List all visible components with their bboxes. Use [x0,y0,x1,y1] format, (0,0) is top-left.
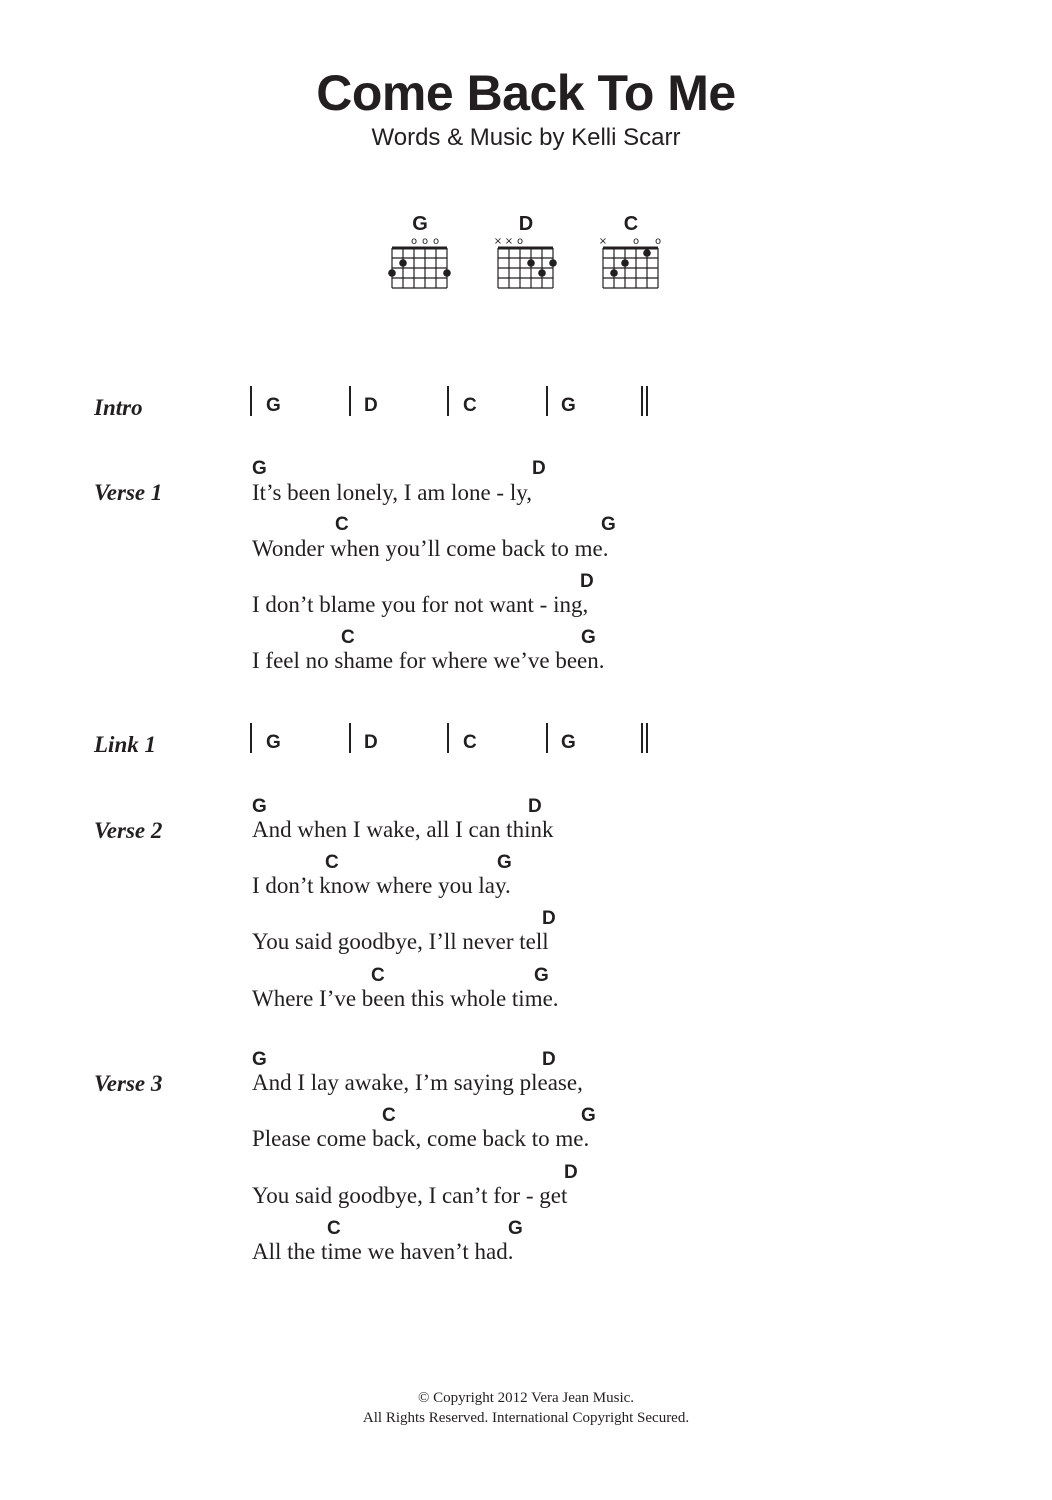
chord: D [564,1162,578,1183]
barline [349,386,351,416]
barline [447,386,449,416]
string-marker: o [410,236,418,247]
lyric-line: I don’t know where you lay. [252,873,511,898]
lyric-line: Where I’ve been this whole time. [252,986,559,1011]
section-label-verse1: Verse 1 [94,480,163,505]
chord: C [341,627,355,648]
finger-dot [643,249,651,257]
link1-bars [250,723,660,757]
chord: G [581,1105,596,1126]
string-marker: o [421,236,429,247]
chord: G [252,458,267,479]
chord: G [497,852,512,873]
string-marker: × [504,236,514,247]
barline [546,723,548,753]
chord-grid-d [486,236,566,296]
section-label-intro: Intro [94,395,143,420]
section-label-link1: Link 1 [94,732,156,757]
chord: G [601,514,616,535]
section-label-verse2: Verse 2 [94,818,163,843]
chord-diagram-d [486,214,566,294]
bar-chord: C [463,395,477,416]
finger-dot [610,269,618,277]
string-marker: o [654,236,662,247]
chord-diagram-c [591,214,671,294]
barline [250,386,252,416]
bar-chord: G [266,732,281,753]
string-marker: × [598,236,608,247]
string-marker: o [432,236,440,247]
barline [250,723,252,753]
finger-dot [399,259,407,267]
lyric-line: I don’t blame you for not want - ing, [252,592,589,617]
string-marker: o [516,236,524,247]
bar-chord: G [561,732,576,753]
lyric-line: Please come back, come back to me. [252,1126,590,1151]
chord: D [542,908,556,929]
chord: C [382,1105,396,1126]
lyric-line: And I lay awake, I’m saying please, [252,1070,583,1095]
final-barline [641,386,643,416]
copyright-line: © Copyright 2012 Vera Jean Music. [417,1390,635,1406]
copyright-notice [0,1388,1052,1428]
chord: D [580,571,594,592]
final-barline [641,723,643,753]
section-label-verse3: Verse 3 [94,1071,163,1096]
final-barline [646,386,648,416]
chord: C [327,1218,341,1239]
chord: G [581,627,596,648]
chord: G [508,1218,523,1239]
lyric-line: It’s been lonely, I am lone - ly, [252,480,532,505]
chord: D [532,458,546,479]
chord: C [371,965,385,986]
finger-dot [443,269,451,277]
barline [349,723,351,753]
finger-dot [538,269,546,277]
bar-chord: C [463,732,477,753]
lyric-line: And when I wake, all I can think [252,817,554,842]
rights-line: All Rights Reserved. International Copyright Secured. [362,1410,690,1426]
song-credits: Words & Music by Kelli Scarr [371,124,681,151]
bar-chord: G [266,395,281,416]
lyric-line: You said goodbye, I’ll never tell [252,929,549,954]
chord: C [325,852,339,873]
chord-diagram-name: G [412,213,428,235]
finger-dot [527,259,535,267]
lyric-line: You said goodbye, I can’t for - get [252,1183,568,1208]
lyric-line: All the time we haven’t had. [252,1239,514,1264]
bar-chord: G [561,395,576,416]
chord: G [252,1049,267,1070]
chord: G [534,965,549,986]
intro-bars [250,386,660,420]
barline [447,723,449,753]
string-marker: × [493,236,503,247]
bar-chord: D [364,732,378,753]
song-title: Come Back To Me [316,65,736,121]
chord: D [542,1049,556,1070]
chord-diagram-name: D [518,213,534,235]
bar-chord: D [364,395,378,416]
chord: G [252,796,267,817]
chord-grid-g [380,236,460,296]
string-marker: o [632,236,640,247]
chord-diagram-name: C [623,213,639,235]
final-barline [646,723,648,753]
lyric-line: Wonder when you’ll come back to me. [252,536,609,561]
finger-dot [388,269,396,277]
chord: D [528,796,542,817]
barline [546,386,548,416]
finger-dot [549,259,557,267]
chord-diagram-g [380,214,460,294]
chord: C [335,514,349,535]
lyric-line: I feel no shame for where we’ve been. [252,648,605,673]
finger-dot [621,259,629,267]
chord-grid-c [591,236,671,296]
